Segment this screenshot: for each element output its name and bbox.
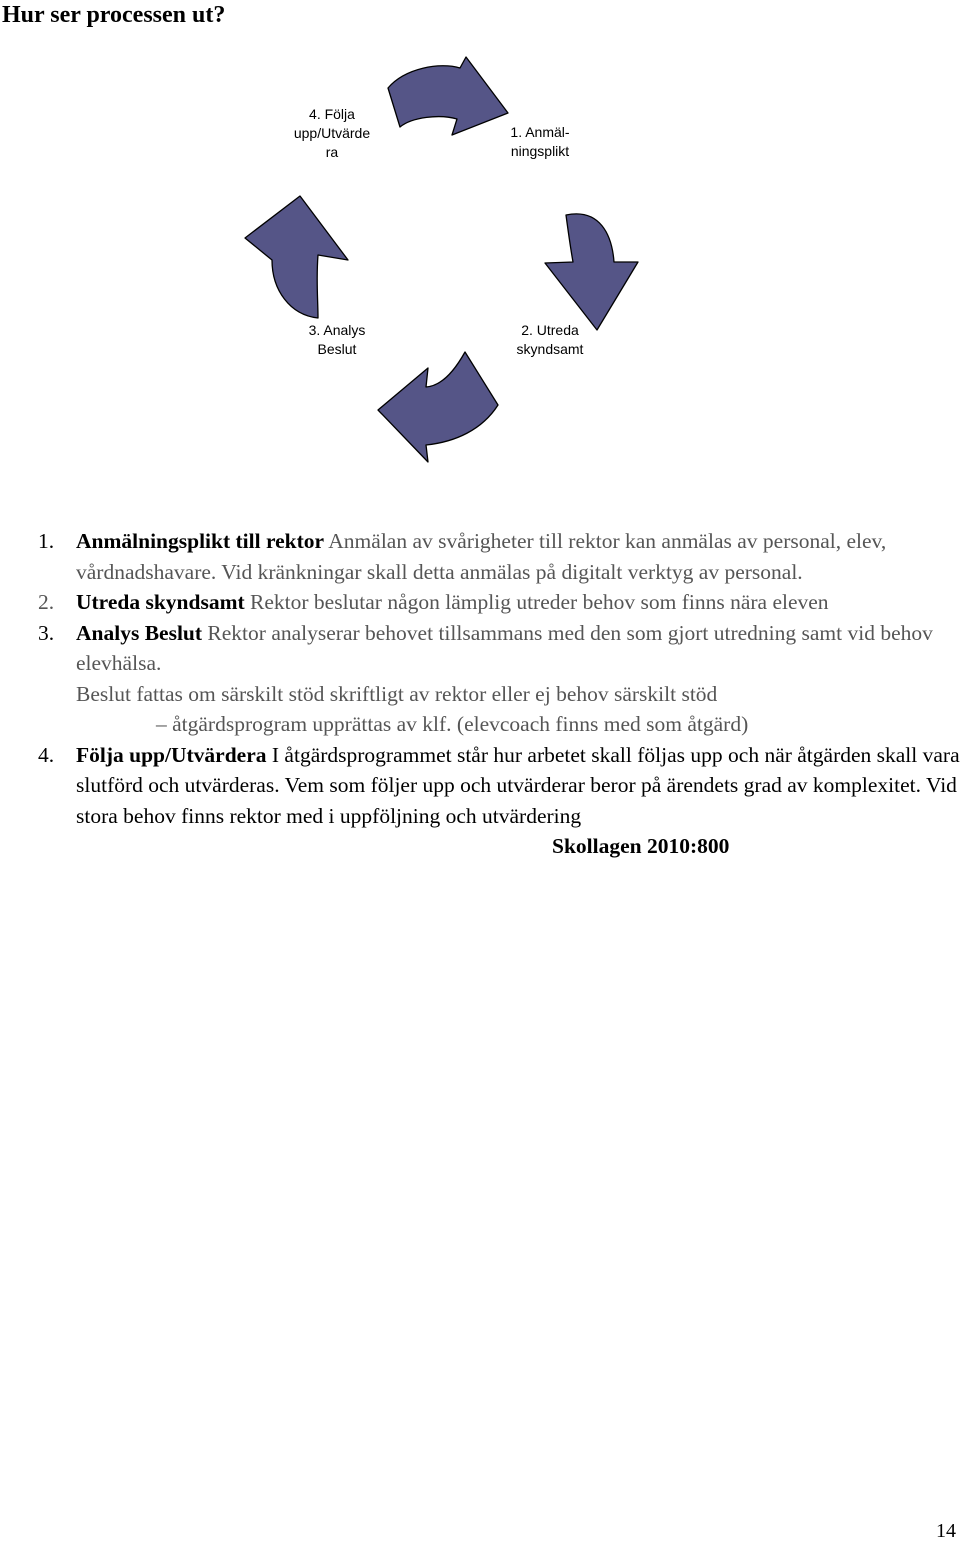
list-item-step2 <box>0 587 960 618</box>
step-heading: Utreda skyndsamt <box>76 590 245 614</box>
step3-decision-text: Beslut fattas om särskilt stöd skriftligt av rektor eller ej behov särskilt stöd <box>76 681 718 706</box>
step-text: Rektor analyserar behovet tillsammans med den som gjort utredning samt vid behov elevhälsa. <box>76 620 933 675</box>
step-text: Anmälan av svårigheter till rektor kan anmälas av personal, elev, vårdnadshavare. Vid kränkningar skall detta anmälas på digitalt verktyg av personal. <box>76 529 887 584</box>
step-number: 1. <box>38 529 55 553</box>
step-number: 2. <box>38 590 55 614</box>
cycle-label-step1: 1. Anmäl- ningsplikt <box>510 124 570 159</box>
step-text: Rektor beslutar någon lämplig utreder behov som finns nära eleven <box>244 590 829 614</box>
cycle-arrows <box>0 0 960 520</box>
list-item-step4 <box>0 740 960 832</box>
cycle-label-step4: 4. Följa upp/Utvärde ra <box>293 106 371 160</box>
cycle-label-step3: 3. Analys Beslut <box>308 322 366 357</box>
step-heading: Anmälningsplikt till rektor <box>76 529 325 553</box>
step-heading: Analys Beslut <box>76 620 203 645</box>
page-number: 14 <box>936 1520 956 1542</box>
process-cycle-diagram <box>0 0 960 520</box>
page-title: Hur ser processen ut? <box>2 2 226 28</box>
law-reference: Skollagen 2010:800 <box>552 834 730 858</box>
step-text: I åtgärdsprogrammet står hur arbetet skall följas upp och när åtgärden skall vara slutförd och utvärderas. Vem som följer upp och utvärderar beror på ärendets grad av komplexitet. Vid stora behov finns rektor med i uppföljning och utvärdering <box>76 742 960 828</box>
cycle-arrow-bottom <box>378 352 498 462</box>
list-item-step3 <box>0 618 960 679</box>
step3-decision <box>0 679 960 740</box>
step-number: 3. <box>38 620 55 645</box>
cycle-label-step2: 2. Utreda skyndsamt <box>516 322 584 357</box>
process-steps-list <box>0 526 960 862</box>
step3-action-plan-text: – åtgärdsprogram upprättas av klf. (elevcoach finns med som åtgärd) <box>156 712 749 736</box>
list-item-step1 <box>0 526 960 587</box>
step-heading: Följa upp/Utvärdera <box>76 742 267 767</box>
cycle-arrow-left <box>245 196 348 318</box>
cycle-arrow-right <box>545 214 638 330</box>
step-number: 4. <box>38 742 55 767</box>
